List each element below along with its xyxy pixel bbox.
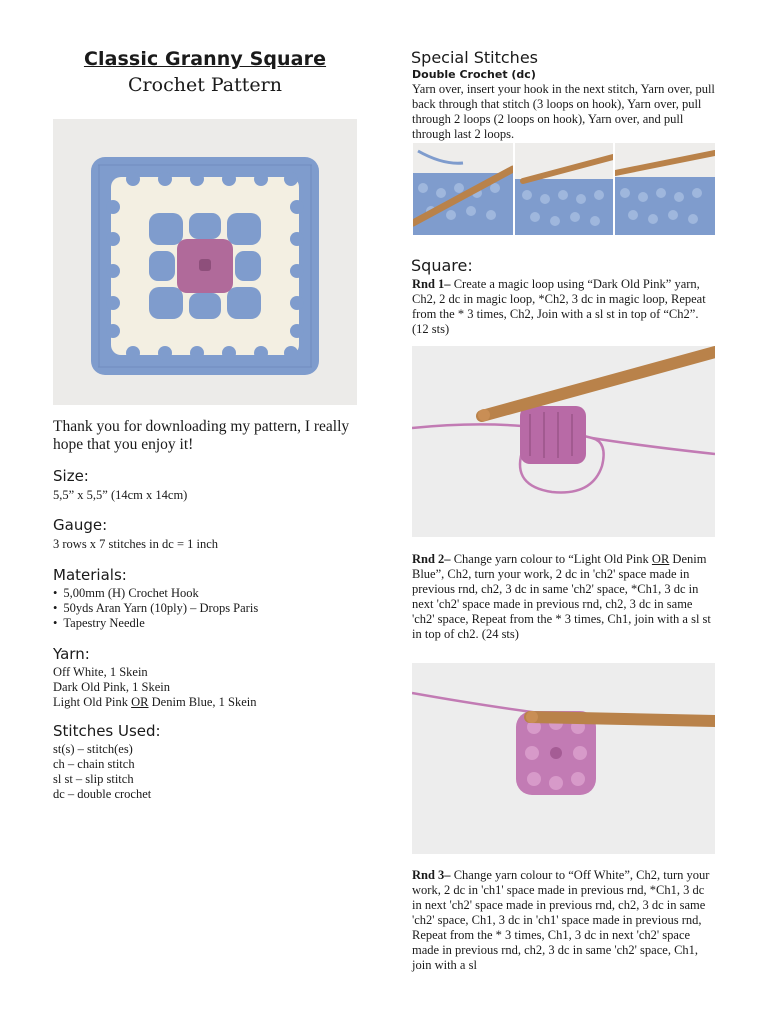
size-heading: Size: [53,467,89,485]
round-text: Denim Blue”, Ch2, turn your work, 2 dc in 'ch2' space made in previous rnd, ch2, 3 dc in same 'ch2' space, *Ch1, 3 dc in next 'ch2' space made in previous rnd, ch2, 3 dc in same 'ch2' space, Repeat from the * 3 times, Ch1, join with a sl st in top of ch2. (24 sts) [412,552,711,641]
round-text: Change yarn colour to “Off White”, Ch2, turn your work, 2 dc in 'ch1' space made in previous rnd, *Ch1, 3 dc in next 'ch2' space made in previous rnd, ch2, 3 dc in same 'ch2' space, Ch1, 3 dc in 'ch1' space made in previous rnd, Repeat from the * 3 times, Ch1, 3 dc in next 'ch2' space made in previous rnd, ch2, 3 dc in same 'ch2' space, Ch1, join with a sl [412,868,710,972]
gauge-heading: Gauge: [53,516,108,534]
yarn-list [53,665,353,710]
yarn-line [53,695,353,710]
round-label: Rnd 2– [412,552,451,566]
round-2-photo [412,663,715,854]
yarn-line: Off White, 1 Skein [53,665,148,679]
round-1-photo [412,346,715,537]
double-crochet-instructions: Yarn over, insert your hook in the next stitch, Yarn over, pull back through that stitch (3 loops on hook), Yarn over, pull through 2 loops (2 loops on hook), Yarn over, and pull through last 2 loops. [412,82,715,141]
materials-list [53,586,353,631]
stitch-abbrev: sl st – slip stitch [53,772,134,786]
stitch-abbrev: ch – chain stitch [53,757,135,771]
round-text: Change yarn colour to “Light Old Pink [450,552,652,566]
materials-item: • 50yds Aran Yarn (10ply) – Drops Paris [53,601,353,616]
or-underlined: OR [651,552,670,566]
stitches-list [53,742,353,802]
double-crochet-heading: Double Crochet (dc) [412,68,536,81]
materials-item: • Tapestry Needle [53,616,353,631]
stitch-abbrev: st(s) – stitch(es) [53,742,133,756]
dc-step-photo-1 [413,143,513,235]
materials-heading: Materials: [53,566,127,584]
yarn-heading: Yarn: [53,645,90,663]
or-underlined: OR [131,695,149,709]
stitches-heading: Stitches Used: [53,722,161,740]
round-2-instructions [412,552,717,642]
special-stitches-heading: Special Stitches [411,48,538,67]
round-text: Create a magic loop using “Dark Old Pink” yarn, Ch2, 2 dc in magic loop, *Ch2, 3 dc in magic loop, Repeat from the * 3 times, Ch2, Join with a sl st in top of “Ch2”. (12 sts) [412,277,706,336]
square-heading: Square: [411,256,473,275]
yarn-text: Light Old Pink [53,695,132,709]
dc-step-photo-3 [615,143,715,235]
yarn-line: Dark Old Pink, 1 Skein [53,680,171,694]
round-label: Rnd 1– [412,277,451,291]
pattern-title: Classic Granny Square [83,48,327,70]
dc-step-photo-2 [515,143,613,235]
materials-item: • 5,00mm (H) Crochet Hook [53,586,353,601]
yarn-text: Denim Blue, 1 Skein [148,695,257,709]
round-3-instructions [412,868,717,973]
pattern-subtitle: Crochet Pattern [128,74,282,96]
size-value: 5,5” x 5,5” (14cm x 14cm) [53,488,188,502]
round-label: Rnd 3– [412,868,451,882]
granny-square-photo [53,119,357,405]
gauge-value: 3 rows x 7 stitches in dc = 1 inch [53,537,219,551]
intro-text: Thank you for downloading my pattern, I really hope that you enjoy it! [53,418,350,453]
round-1-instructions [412,277,717,337]
stitch-abbrev: dc – double crochet [53,787,152,801]
